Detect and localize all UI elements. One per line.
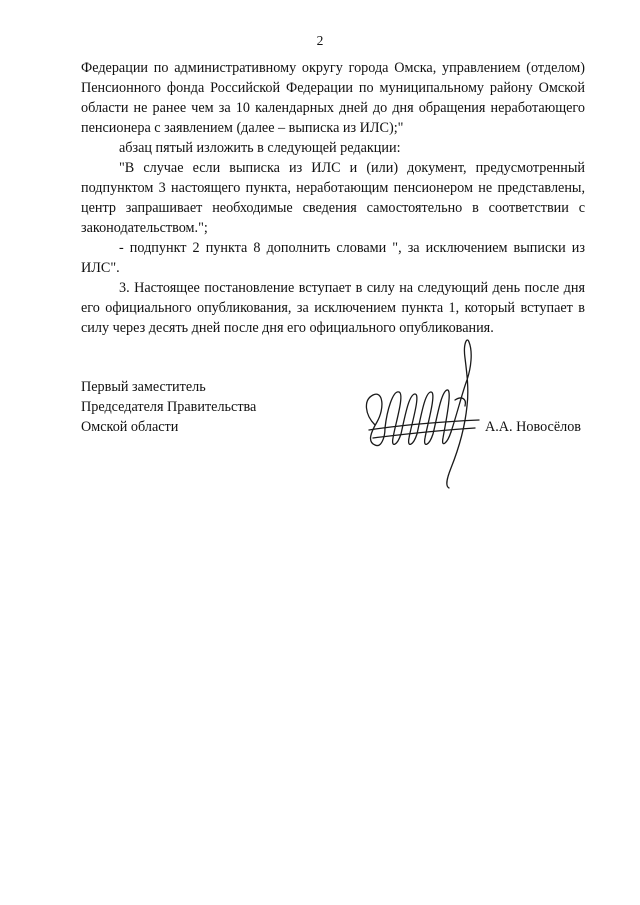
paragraph-instruction: абзац пятый изложить в следующей редакции: [119,140,401,156]
paragraph-continuation: Федерации по административному округу города Омска, управлением (отделом) Пенсионного фонда Российской Федерации по муниципальному району Омской области не ранее чем за 10 календарных дней до дня обращения неработающего пенсионера с заявлением (далее – выписка из ИЛС);" [81,60,585,136]
signatory-title-line: Омской области [81,419,179,435]
signatory-title-line: Председателя Правительства [81,399,257,415]
signatory-title [81,377,256,437]
page-number: 2 [316,33,324,48]
signatory-title-line: Первый заместитель [81,379,206,395]
paragraph-effective-date: 3. Настоящее постановление вступает в силу на следующий день после дня его официального опубликования, за исключением пункта 1, который вступает в силу через десять дней после дня его официального опубликования. [81,280,585,336]
paragraph-amendment: - подпункт 2 пункта 8 дополнить словами ", за исключением выписки из ИЛС". [81,240,585,276]
handwritten-signature [355,330,495,490]
signatory-name: А.А. Новосёлов [485,419,581,435]
paragraph-new-wording: "В случае если выписка из ИЛС и (или) документ, предусмотренный подпунктом 3 настоящего пункта, неработающим пенсионером не представлены, центр запрашивает необходимые сведения самостоятельно в соответствии с законодательством."; [81,160,585,236]
document-body [81,58,585,338]
